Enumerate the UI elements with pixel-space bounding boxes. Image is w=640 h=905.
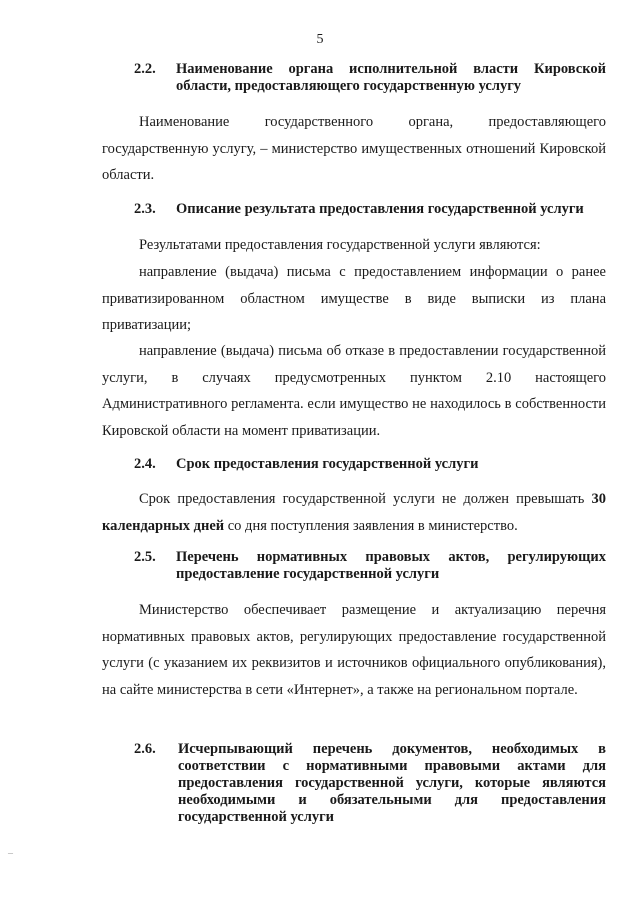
section-title: Наименование органа исполнительной власти Кировской области, предоставляющего государственную услугу	[176, 61, 606, 94]
page-number: 5	[316, 32, 324, 47]
section-2-3-heading	[134, 201, 606, 218]
section-2-4-heading	[134, 456, 606, 473]
section-2-6-heading	[134, 741, 606, 826]
section-number: 2.3.	[134, 201, 156, 217]
section-2-5-paragraph: Министерство обеспечивает размещение и актуализацию перечня нормативных правовых актов, регулирующих предоставление государственной услуги (с указанием их реквизитов и источников официального опубликования), на сайте министерства в сети «Интернет», а также на региональном портале.	[102, 602, 606, 698]
section-number: 2.6.	[134, 741, 156, 757]
section-2-5-heading	[134, 549, 606, 583]
section-2-3-paragraph-2: направление (выдача) письма с предоставлением информации о ранее приватизированном областном имуществе в виде выписки из плана приватизации;	[102, 264, 606, 333]
section-title: Исчерпывающий перечень документов, необходимых в соответствии с нормативными правовыми актами для предоставления государственной услуги, которые являются необходимыми и обязательными для предоставления государственной услуги	[178, 741, 606, 825]
section-number: 2.5.	[134, 549, 156, 565]
section-title: Перечень нормативных правовых актов, регулирующих предоставление государственной услуги	[176, 549, 606, 582]
section-title: Описание результата предоставления государственной услуги	[176, 201, 584, 217]
deadline-emphasis: 30 календарных дней	[102, 491, 606, 534]
section-2-2-paragraph: Наименование государственного органа, предоставляющего государственную услугу, – министерство имущественных отношений Кировской области.	[102, 114, 606, 183]
section-number: 2.4.	[134, 456, 156, 472]
paragraph-text: со дня поступления заявления в министерство.	[224, 517, 518, 534]
section-2-2-heading	[134, 61, 606, 95]
scan-margin-mark: –	[8, 848, 13, 859]
section-title: Срок предоставления государственной услуги	[176, 456, 479, 472]
section-2-3-paragraph-3: направление (выдача) письма об отказе в предоставлении государственной услуги, в случаях предусмотренных пунктом 2.10 настоящего Административного регламента. если имущество не находилось в собственности Кировской области на момент приватизации.	[102, 343, 606, 439]
paragraph-text: Срок предоставления государственной услуги не должен превышать	[139, 491, 592, 507]
section-number: 2.2.	[134, 61, 156, 77]
section-2-4-paragraph	[102, 486, 606, 539]
section-2-3-paragraph-1: Результатами предоставления государственной услуги являются:	[139, 237, 541, 253]
